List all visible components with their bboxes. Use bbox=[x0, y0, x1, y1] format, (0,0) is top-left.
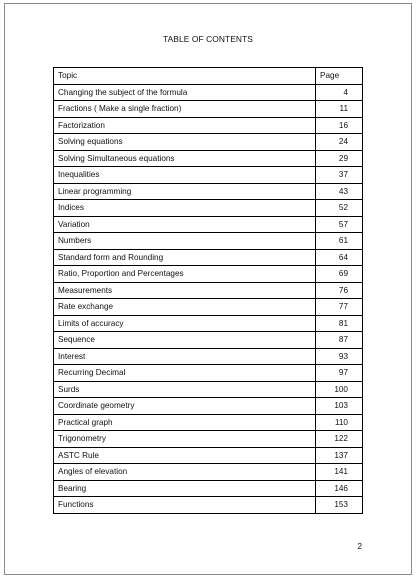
table-row bbox=[54, 447, 363, 464]
table-row bbox=[54, 480, 363, 497]
topic-cell: Coordinate geometry bbox=[54, 398, 316, 415]
page-cell: 37 bbox=[316, 167, 363, 184]
table-row bbox=[54, 233, 363, 250]
topic-cell: Trigonometry bbox=[54, 431, 316, 448]
page-cell: 57 bbox=[316, 216, 363, 233]
topic-cell: Surds bbox=[54, 381, 316, 398]
page-cell: 100 bbox=[316, 381, 363, 398]
topic-cell: Numbers bbox=[54, 233, 316, 250]
topic-cell: Angles of elevation bbox=[54, 464, 316, 481]
page-cell: 52 bbox=[316, 200, 363, 217]
topic-cell: Standard form and Rounding bbox=[54, 249, 316, 266]
page-cell: 153 bbox=[316, 497, 363, 514]
table-row bbox=[54, 134, 363, 151]
page-cell: 4 bbox=[316, 84, 363, 101]
topic-cell: Inequalities bbox=[54, 167, 316, 184]
table-row bbox=[54, 101, 363, 118]
topic-cell: Rate exchange bbox=[54, 299, 316, 316]
page-column-header: Page bbox=[316, 68, 363, 85]
table-row bbox=[54, 348, 363, 365]
table-row bbox=[54, 332, 363, 349]
table-row bbox=[54, 464, 363, 481]
topic-cell: Solving Simultaneous equations bbox=[54, 150, 316, 167]
page-cell: 69 bbox=[316, 266, 363, 283]
page-cell: 43 bbox=[316, 183, 363, 200]
page-cell: 81 bbox=[316, 315, 363, 332]
topic-cell: ASTC Rule bbox=[54, 447, 316, 464]
page-cell: 103 bbox=[316, 398, 363, 415]
table-row bbox=[54, 381, 363, 398]
page-cell: 61 bbox=[316, 233, 363, 250]
table-row bbox=[54, 315, 363, 332]
page-cell: 122 bbox=[316, 431, 363, 448]
table-row bbox=[54, 200, 363, 217]
topic-cell: Practical graph bbox=[54, 414, 316, 431]
table-row bbox=[54, 84, 363, 101]
topic-cell: Factorization bbox=[54, 117, 316, 134]
table-row bbox=[54, 150, 363, 167]
table-of-contents bbox=[53, 67, 363, 514]
topic-cell: Linear programming bbox=[54, 183, 316, 200]
table-row bbox=[54, 266, 363, 283]
topic-cell: Indices bbox=[54, 200, 316, 217]
page-cell: 16 bbox=[316, 117, 363, 134]
topic-cell: Ratio, Proportion and Percentages bbox=[54, 266, 316, 283]
table-row bbox=[54, 431, 363, 448]
page-cell: 110 bbox=[316, 414, 363, 431]
topic-cell: Fractions ( Make a single fraction) bbox=[54, 101, 316, 118]
table-row bbox=[54, 282, 363, 299]
table-row bbox=[54, 414, 363, 431]
topic-cell: Functions bbox=[54, 497, 316, 514]
table-row bbox=[54, 117, 363, 134]
page-cell: 137 bbox=[316, 447, 363, 464]
topic-cell: Recurring Decimal bbox=[54, 365, 316, 382]
page-cell: 93 bbox=[316, 348, 363, 365]
topic-cell: Variation bbox=[54, 216, 316, 233]
page-cell: 77 bbox=[316, 299, 363, 316]
page-title: TABLE OF CONTENTS bbox=[163, 34, 253, 44]
table-row bbox=[54, 398, 363, 415]
table-header-row bbox=[54, 68, 363, 85]
document-page bbox=[4, 3, 412, 575]
page-cell: 87 bbox=[316, 332, 363, 349]
table-row bbox=[54, 167, 363, 184]
table-row bbox=[54, 183, 363, 200]
page-cell: 29 bbox=[316, 150, 363, 167]
table-row bbox=[54, 365, 363, 382]
page-cell: 64 bbox=[316, 249, 363, 266]
topic-cell: Interest bbox=[54, 348, 316, 365]
page-cell: 76 bbox=[316, 282, 363, 299]
topic-cell: Limits of accuracy bbox=[54, 315, 316, 332]
topic-cell: Measurements bbox=[54, 282, 316, 299]
page-number: 2 bbox=[357, 541, 362, 551]
page-cell: 146 bbox=[316, 480, 363, 497]
page-cell: 141 bbox=[316, 464, 363, 481]
topic-cell: Sequence bbox=[54, 332, 316, 349]
topic-cell: Changing the subject of the formula bbox=[54, 84, 316, 101]
table-row bbox=[54, 216, 363, 233]
topic-cell: Solving equations bbox=[54, 134, 316, 151]
table-row bbox=[54, 299, 363, 316]
table-row bbox=[54, 249, 363, 266]
topic-cell: Bearing bbox=[54, 480, 316, 497]
page-cell: 11 bbox=[316, 101, 363, 118]
topic-column-header: Topic bbox=[54, 68, 316, 85]
table-row bbox=[54, 497, 363, 514]
page-cell: 24 bbox=[316, 134, 363, 151]
page-cell: 97 bbox=[316, 365, 363, 382]
